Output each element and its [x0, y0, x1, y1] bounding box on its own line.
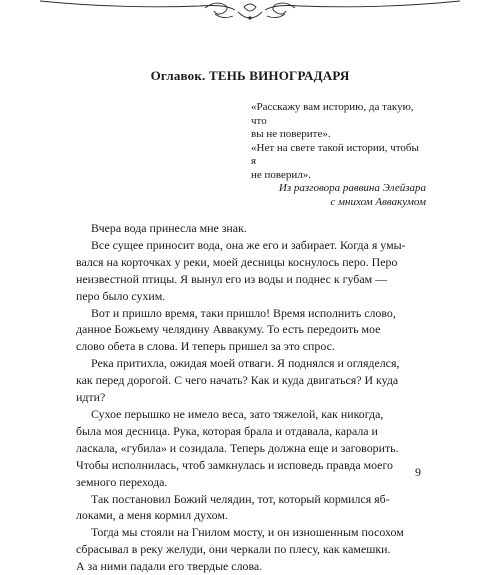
- text-line: слово обета в слова. И теперь пришел за это спрос.: [76, 339, 335, 354]
- body-text: [76, 220, 426, 575]
- text-line: Чтобы исполнилась, чтоб замкнулась и исповедь правда моего: [76, 457, 393, 472]
- text-line: А за ними падали его твердые слова.: [76, 559, 263, 574]
- text-line: была моя десница. Рука, которая брала и отдавала, карала и: [76, 423, 378, 438]
- text-line: ласкала, «губила» и созидала. Теперь должна еще и заговорить.: [76, 440, 399, 455]
- text-line: Река притихла, ожидая моей отваги. Я поднялся и огляделся,: [91, 356, 400, 371]
- chapter-title: Оглавок. ТЕНЬ ВИНОГРАДАРЯ: [150, 68, 350, 83]
- text-line: Сухое перышко не имело веса, зато тяжелой, как никогда,: [91, 406, 384, 421]
- epigraph: [251, 101, 426, 209]
- text-line: неизвестной птицы. Я вынул его из воды и поднес к губам —: [76, 271, 387, 286]
- text-line: Тогда мы стояли на Гнилом мосту, и он изношенным посохом: [91, 525, 404, 540]
- text-line: Все сущее приносит вода, она же его и забирает. Когда я умы-: [91, 237, 406, 252]
- text-line: сбрасывал в реку желуди, они черкали по плесу, как камешки.: [76, 542, 391, 557]
- text-line: данное Божьему челядину Аввакуму. То есть передоить мое: [76, 322, 381, 337]
- text-line: локами, а меня кормил духом.: [76, 508, 228, 523]
- text-line: как перед дорогой. С чего начать? Как и куда двигаться? И куда: [76, 373, 399, 388]
- text-line: Вот и пришло время, таки пришло! Время исполнить слово,: [91, 305, 396, 320]
- epigraph-line: «Нет на свете такой истории, чтобы я: [251, 141, 419, 167]
- text-line: Вчера вода принесла мне знак.: [91, 221, 247, 235]
- text-line: вался на корточках у реки, моей десницы коснулось перо. Перо: [76, 254, 398, 269]
- text-line: земного перехода.: [76, 474, 168, 489]
- header-ornament: [0, 0, 500, 30]
- epigraph-line: вы не поверите».: [251, 128, 331, 140]
- epigraph-line: не поверил».: [251, 168, 312, 181]
- epigraph-source: Из разговора раввина Элейзара: [278, 182, 426, 194]
- epigraph-line: «Расскажу вам историю, да такую, что: [251, 101, 414, 127]
- text-line: Так постановил Божий челядин, тот, который кормился яб-: [91, 491, 390, 506]
- text-line: идти?: [76, 390, 106, 405]
- epigraph-source: с мнихом Аввакумом: [330, 195, 426, 208]
- text-line: перо было сухим.: [76, 288, 166, 303]
- page-number: 9: [415, 465, 421, 479]
